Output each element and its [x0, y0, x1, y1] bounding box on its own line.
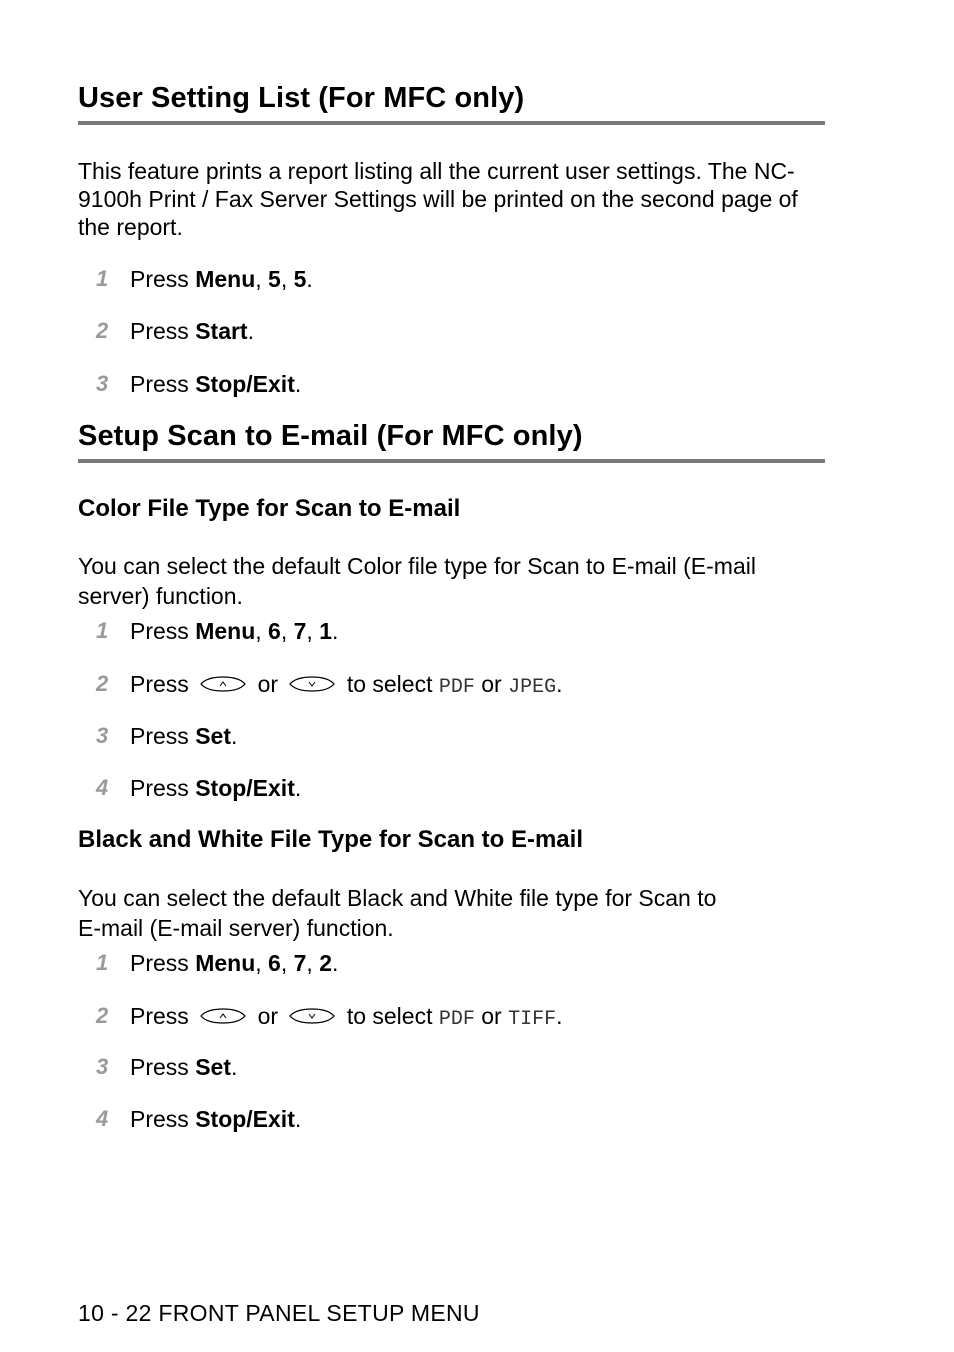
- bw-intro-line-1: You can select the default Black and White file type for Scan to: [78, 885, 717, 911]
- key-stop-exit: Stop/Exit: [195, 775, 295, 801]
- subheading-bw-file-type: Black and White File Type for Scan to E-mail: [78, 826, 583, 853]
- manual-page: User Setting List (For MFC only) This feature prints a report listing all the current user settings. The NC-9100h Print / Fax Server Settings will be printed on the second page of the report. 1 Press Menu, 5, 5. 2 Press Start. 3 Press Stop/Exit. Setup Scan to E-mail (For MFC only) Color File Type for Scan to E-mail You can select the default Color file type for Scan to E-mail (E-mail server) function. 1 Press Menu, 6, 7, 1. 2 Press or to select PDF or JPEG. 3 Press Set. 4 Press Stop/Exit. Black and White File Type for Scan to E-mail You can select the default Black and White file type for Scan to E-mail (E-mail server) function. 1 Press Menu, 6, 7, 2. 2 Press or to select PDF or TIFF. 3 Press Set. 4 Press Stop/Exit. 10 - 22 FRONT PANEL SETUP MENU: [78, 0, 826, 1352]
- section-title-user-setting-list: User Setting List (For MFC only): [78, 82, 825, 125]
- step-number: 4: [96, 1106, 109, 1131]
- down-arrow-key-icon: [288, 1007, 336, 1025]
- key-5: 5: [268, 266, 281, 292]
- option-pdf: PDF: [438, 676, 475, 699]
- step-number: 3: [96, 1054, 109, 1079]
- step-number: 2: [96, 671, 109, 696]
- step-number: 2: [96, 1003, 109, 1028]
- key-menu: Menu: [195, 266, 256, 292]
- bw-intro-line-2: E-mail (E-mail server) function.: [78, 915, 394, 941]
- key-2: 2: [319, 950, 332, 976]
- up-arrow-key-icon: [199, 675, 247, 693]
- step-number: 1: [96, 950, 109, 975]
- key-menu: Menu: [195, 618, 256, 644]
- step-number: 1: [96, 618, 109, 643]
- step-number: 2: [96, 318, 109, 343]
- option-tiff: TIFF: [508, 1008, 557, 1031]
- page-footer: 10 - 22 FRONT PANEL SETUP MENU: [78, 1300, 480, 1326]
- step-number: 3: [96, 371, 109, 396]
- section1-intro: This feature prints a report listing all the current user settings. The NC-9100h Print / Fax Server Settings will be printed on the second page of the report.: [78, 158, 798, 240]
- color-intro: You can select the default Color file type for Scan to E-mail (E-mail server) function.: [78, 553, 756, 609]
- up-arrow-key-icon: [199, 1007, 247, 1025]
- key-stop-exit: Stop/Exit: [195, 371, 295, 397]
- section-title-setup-scan-to-email: Setup Scan to E-mail (For MFC only): [78, 420, 825, 463]
- step-number: 4: [96, 775, 109, 800]
- option-jpeg: JPEG: [508, 676, 557, 699]
- key-7: 7: [293, 618, 307, 644]
- key-set: Set: [195, 723, 231, 749]
- key-menu: Menu: [195, 950, 256, 976]
- step-number: 1: [96, 266, 109, 291]
- step-number: 3: [96, 723, 109, 748]
- key-start: Start: [195, 318, 248, 344]
- key-5: 5: [293, 266, 307, 292]
- down-arrow-key-icon: [288, 675, 336, 693]
- press-text: Press: [130, 266, 189, 292]
- option-pdf: PDF: [438, 1008, 475, 1031]
- subheading-color-file-type: Color File Type for Scan to E-mail: [78, 495, 461, 522]
- key-1: 1: [319, 618, 332, 644]
- key-6: 6: [268, 950, 281, 976]
- key-set: Set: [195, 1054, 231, 1080]
- key-stop-exit: Stop/Exit: [195, 1106, 295, 1132]
- key-6: 6: [268, 618, 281, 644]
- key-7: 7: [293, 950, 307, 976]
